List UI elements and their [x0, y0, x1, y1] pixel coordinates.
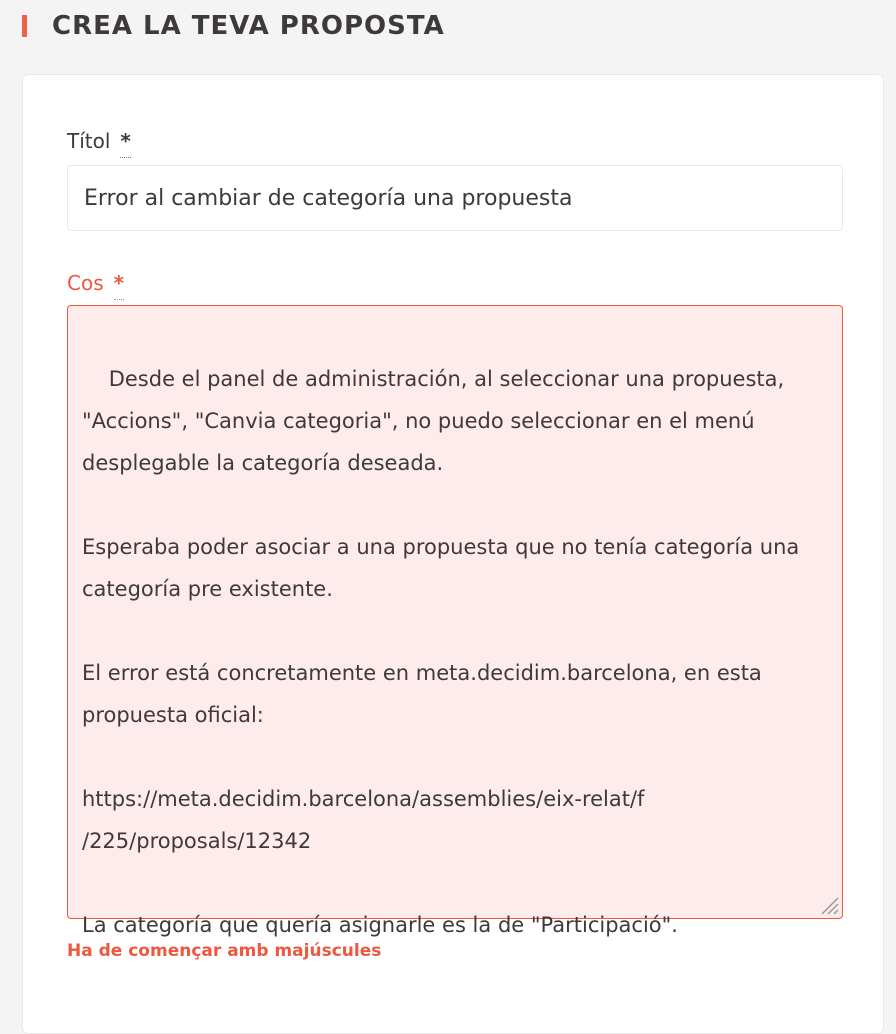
proposal-form-card	[22, 74, 884, 1034]
page-heading	[22, 8, 445, 44]
body-label-text: Cos	[67, 271, 104, 295]
body-label	[67, 271, 124, 300]
heading-accent-bar	[22, 15, 27, 37]
body-error-message: Ha de començar amb majúscules	[67, 941, 382, 961]
body-textarea-text: Desde el panel de administración, al seleccionar una propuesta, "Accions", "Canvia categoria", no puedo seleccionar en el menú desplegable la categoría deseada. Esperaba poder asociar a una propuesta que no tenía categoría una categoría pre existente. El error está concretamente en meta.decidim.barcelona, en esta propuesta oficial: https://meta.decidim.barcelona/assemblies/eix-relat/f /225/proposals/12342 La categoría que quería asignarle es la de "Participació".	[82, 367, 800, 937]
body-required-marker: *	[114, 273, 124, 300]
body-textarea[interactable]	[67, 305, 843, 937]
title-label-text: Títol	[67, 129, 111, 153]
page-title: CREA LA TEVA PROPOSTA	[52, 11, 445, 41]
title-label	[67, 129, 131, 158]
resize-handle-icon[interactable]	[818, 894, 840, 916]
title-input[interactable]	[67, 165, 843, 231]
title-required-marker: *	[120, 131, 130, 158]
